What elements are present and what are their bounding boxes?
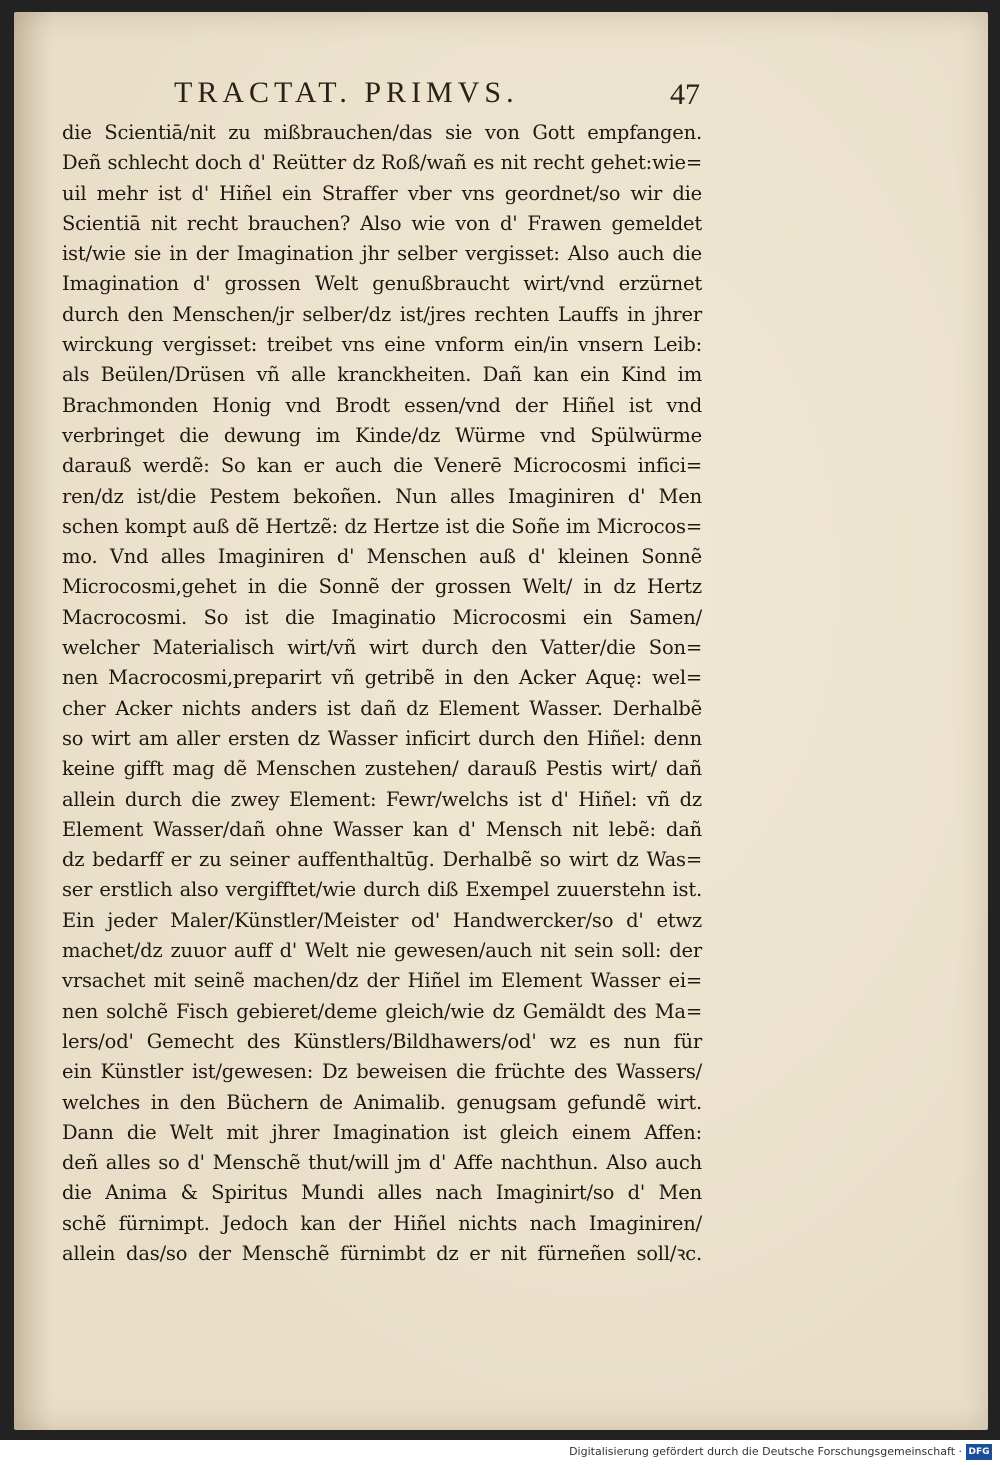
text-line: verbringet die dewung im Kinde/dz Würme vnd Spülwürme (62, 423, 702, 447)
text-line: so wirt am aller ersten dz Wasser inficirt durch den Hiñel: denn (62, 726, 702, 750)
text-line: keine gifft mag dẽ Menschen zustehen/ darauß Pestis wirt/ dañ (62, 757, 702, 781)
text-line: allein durch die zwey Element: Fewr/welchs ist d' Hiñel: vñ dz (62, 787, 702, 811)
text-line: vrsachet mit seinẽ machen/dz der Hiñel im Element Wasser ei= (62, 969, 702, 993)
text-line: Scientiā nit recht brauchen? Also wie von d' Frawen gemeldet (62, 211, 702, 235)
text-line: dz bedarff er zu seiner auffenthaltūg. Derhalbẽ so wirt dz Was= (62, 848, 702, 872)
text-line: darauß werdẽ: So kan er auch die Venerē Microcosmi infici= (62, 454, 702, 478)
text-line: Imagination d' grossen Welt genußbraucht wirt/vnd erzürnet (62, 272, 702, 296)
page-header (158, 72, 708, 116)
text-line: ren/dz ist/die Pestem bekoñen. Nun alles Imaginiren d' Men (62, 484, 702, 508)
text-line: mo. Vnd alles Imaginiren d' Menschen auß d' kleinen Sonnẽ (62, 545, 702, 569)
text-line: cher Acker nichts anders ist dañ dz Element Wasser. Derhalbẽ (62, 696, 702, 720)
text-line: uil mehr ist d' Hiñel ein Straffer vber vns geordnet/so wir die (62, 181, 702, 205)
text-line: Deñ schlecht doch d' Reütter dz Roß/wañ es nit recht gehet:wie= (62, 151, 702, 175)
running-title: TRACTAT. PRIMVS. (174, 76, 519, 109)
text-line: nen Macrocosmi,preparirt vñ getribẽ in den Acker Aquę: wel= (62, 666, 702, 690)
text-line: Macrocosmi. So ist die Imaginatio Microcosmi ein Samen/ (62, 605, 702, 629)
text-line: allein das/so der Menschẽ fürnimbt dz er nit fürneñen soll/ꝛc. (62, 1241, 702, 1265)
text-line: lers/od' Gemecht des Künstlers/Bildhawers/od' wz es nun für (62, 1029, 702, 1053)
text-line: durch den Menschen/jr selber/dz ist/jres rechten Lauffs in jhrer (62, 302, 702, 326)
text-line: als Beülen/Drüsen vñ alle kranckheiten. Dañ kan ein Kind im (62, 363, 702, 387)
dfg-logo-icon: DFG (966, 1444, 992, 1460)
text-line: ser erstlich also vergifftet/wie durch diß Exempel zuuerstehn ist. (62, 878, 702, 902)
text-line: Ein jeder Maler/Künstler/Meister od' Handwercker/so d' etwz (62, 908, 702, 932)
text-line: wirckung vergisset: treibet vns eine vnform ein/in vnsern Leib: (62, 333, 702, 357)
text-line: schẽ fürnimpt. Jedoch kan der Hiñel nichts nach Imaginiren/ (62, 1211, 702, 1235)
text-line: welcher Materialisch wirt/vñ wirt durch den Vatter/die Son= (62, 636, 702, 660)
footer-bar (0, 1440, 1000, 1465)
text-line: nen solchẽ Fisch gebieret/deme gleich/wie dz Gemäldt des Ma= (62, 999, 702, 1023)
page-number: 47 (670, 78, 700, 111)
text-line: Element Wasser/dañ ohne Wasser kan d' Mensch nit lebẽ: dañ (62, 817, 702, 841)
text-line: welches in den Büchern de Animalib. genugsam gefundẽ wirt. (62, 1090, 702, 1114)
text-line: ein Künstler ist/gewesen: Dz beweisen die früchte des Wassers/ (62, 1060, 702, 1084)
text-line: deñ alles so d' Menschẽ thut/will jm d' Affe nachthun. Also auch (62, 1151, 702, 1175)
text-line: ist/wie sie in der Imagination jhr selber vergisset: Also auch die (62, 242, 702, 266)
text-line: Microcosmi,gehet in die Sonnẽ der grossen Welt/ in dz Hertz (62, 575, 702, 599)
text-line: Brachmonden Honig vnd Brodt essen/vnd der Hiñel ist vnd (62, 393, 702, 417)
text-line: schen kompt auß dẽ Hertzẽ: dz Hertze ist die Soñe im Microcos= (62, 514, 702, 538)
text-line: Dann die Welt mit jhrer Imagination ist gleich einem Affen: (62, 1120, 702, 1144)
funding-credit: Digitalisierung gefördert durch die Deutsche Forschungsgemeinschaft · (569, 1445, 962, 1458)
text-line: die Scientiā/nit zu mißbrauchen/das sie von Gott empfangen. (62, 121, 702, 144)
body-text (62, 118, 702, 1269)
text-line: die Anima & Spiritus Mundi alles nach Imaginirt/so d' Men (62, 1181, 702, 1205)
text-line: machet/dz zuuor auff d' Welt nie gewesen/auch nit sein soll: der (62, 939, 702, 963)
